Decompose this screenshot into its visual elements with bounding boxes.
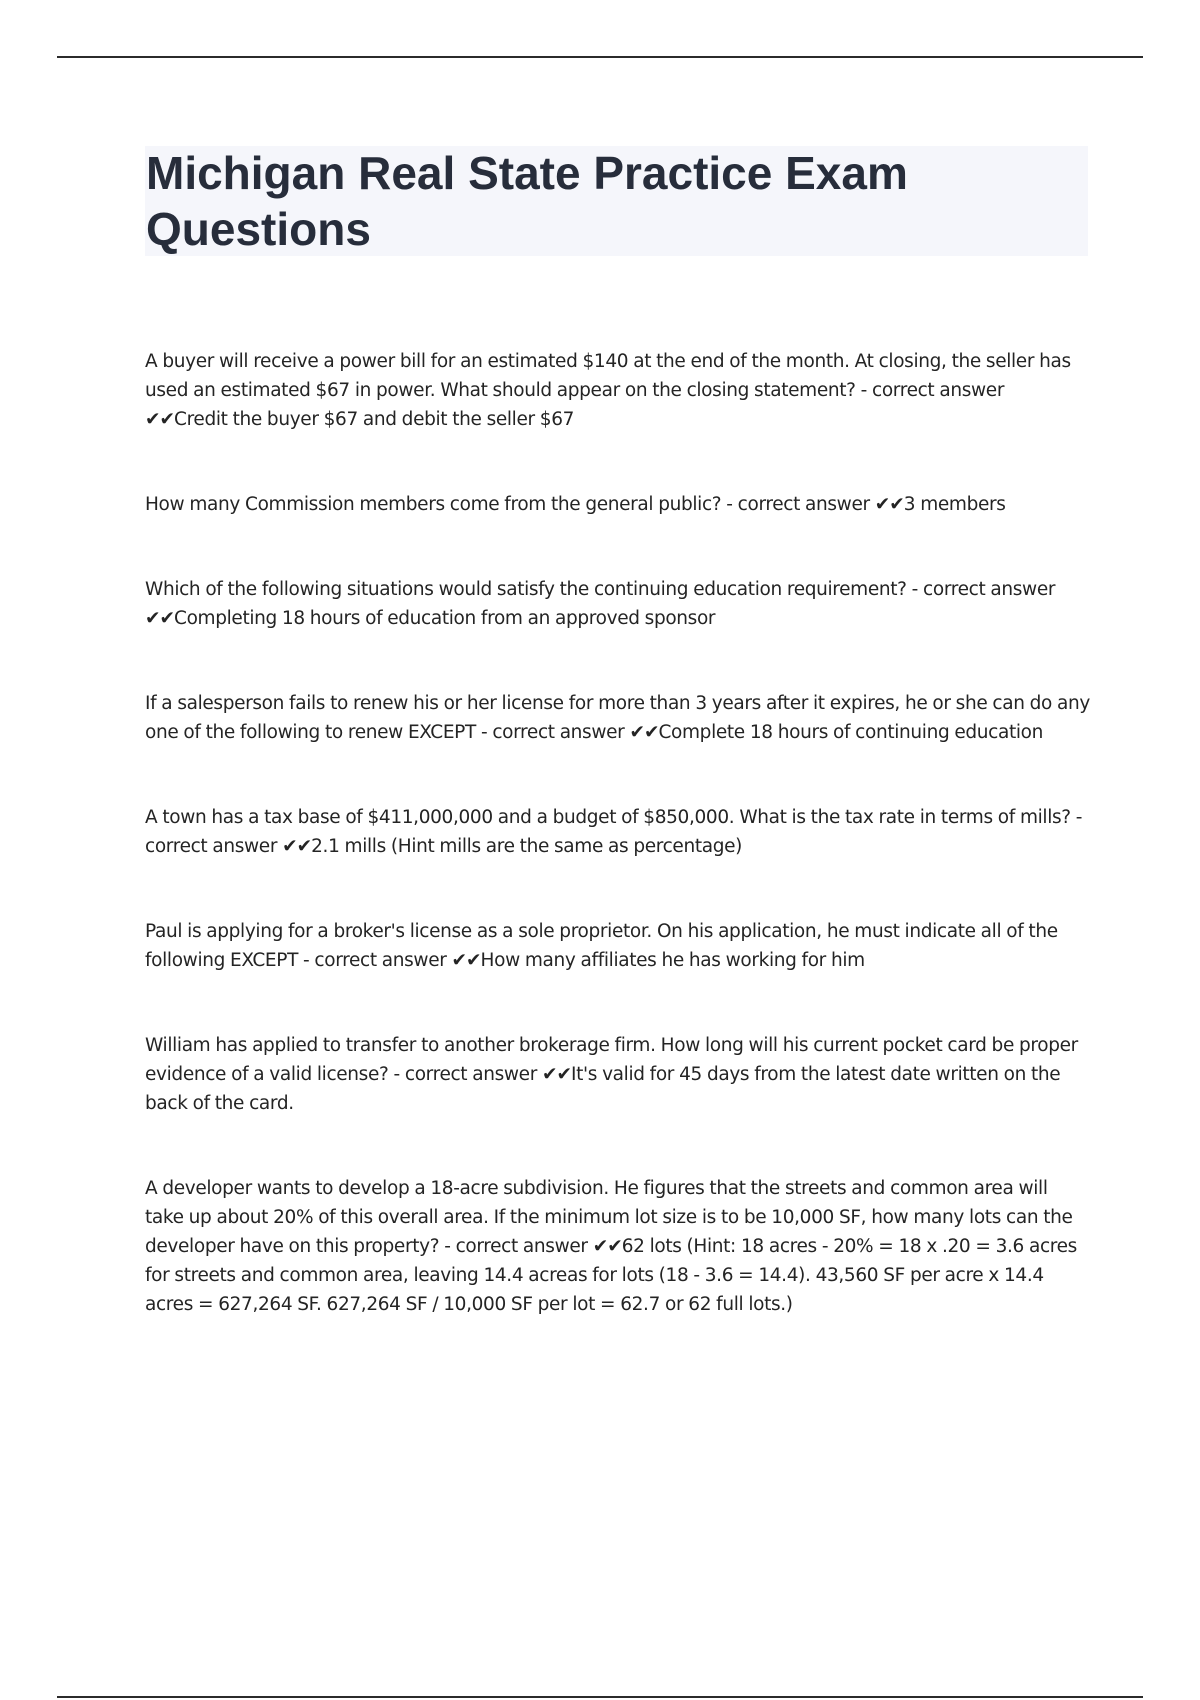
double-check-icon: ✔✔ <box>282 836 312 857</box>
answer-separator: - correct answer <box>906 579 1056 600</box>
double-check-icon: ✔✔ <box>541 1064 571 1085</box>
question-text: A town has a tax base of $411,000,000 and a budget of $850,000. What is the tax rate in terms of mills? <box>145 807 1071 828</box>
double-check-icon: ✔✔ <box>145 608 175 629</box>
question-text: A buyer will receive a power bill for an estimated $140 at the end of the month. At closing, the seller has used an estimated $67 in power. What should appear on the closing statement? <box>145 351 1071 401</box>
question-text: How many Commission members come from the general public? <box>145 494 722 515</box>
page-title: Michigan Real State Practice Exam Questions <box>146 147 908 255</box>
double-check-icon: ✔✔ <box>592 1236 622 1257</box>
answer-separator: - correct answer <box>439 1236 593 1257</box>
question-text: If a salesperson fails to renew his or her license for more than 3 years after it expires, he or she can do any one of the following to renew EXCEPT <box>145 693 1090 743</box>
answer-text: Complete 18 hours of continuing education <box>658 722 1044 743</box>
answer-text: Completing 18 hours of education from an approved sponsor <box>174 608 716 629</box>
answer-separator: - correct answer <box>475 722 630 743</box>
answer-separator: - correct answer <box>855 380 1005 401</box>
answer-text: 3 members <box>903 494 1006 515</box>
double-check-icon: ✔✔ <box>145 409 175 430</box>
qa-item <box>145 1174 1090 1319</box>
question-text: A developer wants to develop a 18-acre subdivision. He figures that the streets and common area will take up about 20% of this overall area. If the minimum lot size is to be 10,000 SF, how many lots can the developer have on this property? <box>145 1178 1073 1257</box>
answer-separator: - correct answer <box>145 807 1083 857</box>
answer-text: Credit the buyer $67 and debit the seller $67 <box>174 409 575 430</box>
question-text: William has applied to transfer to another brokerage firm. How long will his current pocket card be proper evidence of a valid license? <box>145 1035 1078 1085</box>
answer-text: It's valid for 45 days from the latest date written on the back of the card. <box>145 1064 1061 1114</box>
bottom-rule <box>57 1696 1143 1698</box>
qa-item <box>145 575 1090 633</box>
answer-text: How many affiliates he has working for him <box>480 950 865 971</box>
qa-item <box>145 803 1090 861</box>
answer-text: 62 lots (Hint: 18 acres - 20% = 18 x .20 = 3.6 acres for streets and common area, leaving 14.4 acreas for lots (18 - 3.6 = 14.4). 43,560 SF per acre x 14.4 acres = 627,264 SF. 627,264 SF / 10,000 SF per lot = 62.7 or 62 full lots.) <box>145 1236 1077 1315</box>
answer-text: 2.1 mills (Hint mills are the same as percentage) <box>311 836 743 857</box>
question-text: Which of the following situations would satisfy the continuing education requirement? <box>145 579 907 600</box>
answer-separator: - correct answer <box>721 494 875 515</box>
qa-list <box>145 347 1090 1319</box>
qa-item <box>145 689 1090 747</box>
answer-separator: - correct answer <box>388 1064 542 1085</box>
double-check-icon: ✔✔ <box>874 494 904 515</box>
qa-item <box>145 490 1090 519</box>
top-rule <box>57 56 1143 58</box>
qa-item <box>145 917 1090 975</box>
double-check-icon: ✔✔ <box>451 950 481 971</box>
title-banner <box>145 146 1088 256</box>
qa-item <box>145 1031 1090 1118</box>
question-text: Paul is applying for a broker's license as a sole proprietor. On his application, he must indicate all of the following EXCEPT <box>145 921 1058 971</box>
double-check-icon: ✔✔ <box>629 722 659 743</box>
answer-separator: - correct answer <box>298 950 452 971</box>
qa-item <box>145 347 1090 434</box>
